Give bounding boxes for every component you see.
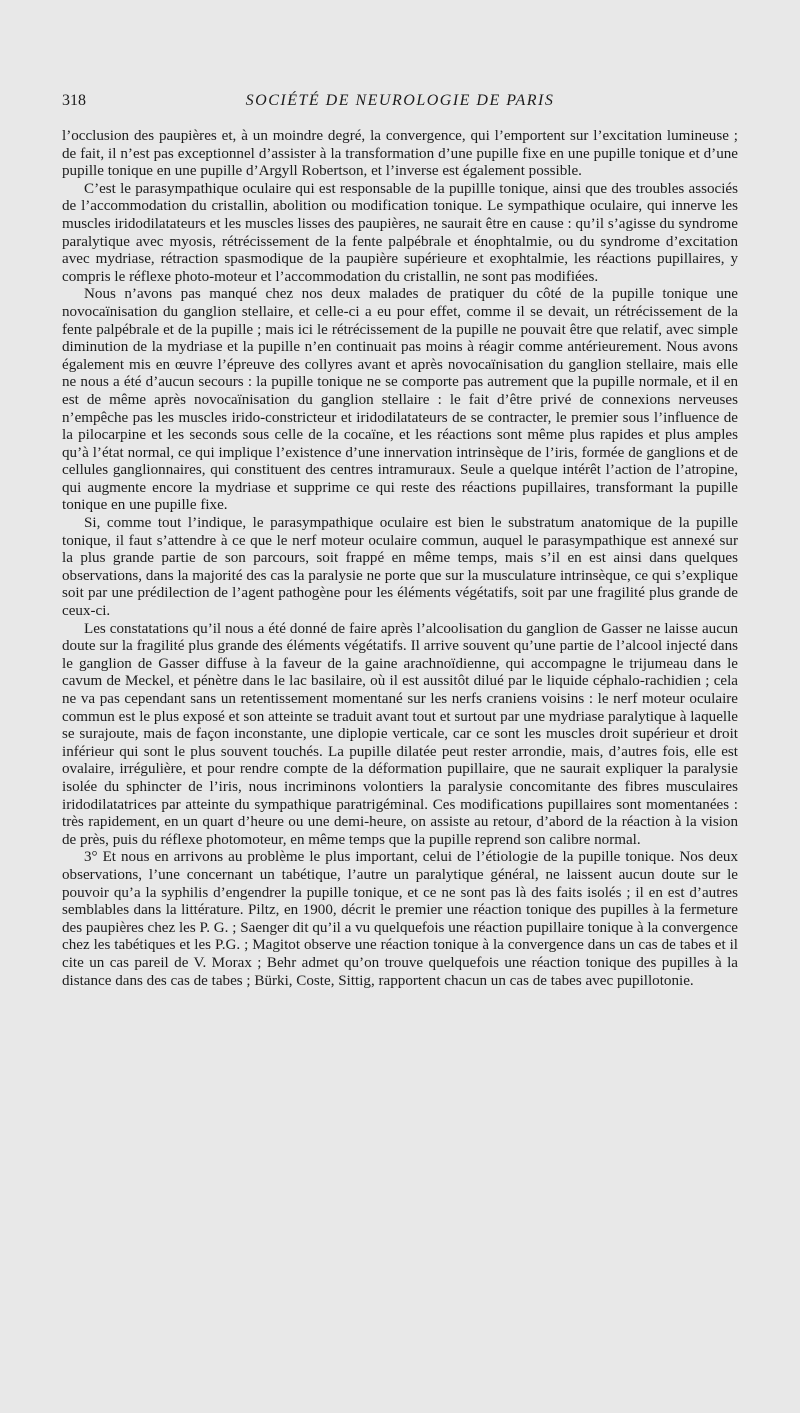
paragraph: C’est le parasympathique oculaire qui est responsable de la pupillle tonique, ainsi que des troubles associés de l’accommodation du cristallin, abolition ou modification tonique. Le sympathique oculaire, qui innerve les muscles iridodilatateurs et les muscles lisses des paupières, ne saurait être en cause : qu’il s’agisse du syndrome paralytique avec myosis, rétrécissement de la fente palpébrale et énophtalmie, ou du syndrome d’excitation avec mydriase, rétraction spasmodique de la paupière supérieure et exophtalmie, les réactions pupillaires, y compris le réflexe photo-moteur et l’accommodation du cristallin, ne sont pas modifiées. [62,180,738,285]
page-number: 318 [62,92,86,109]
paragraph: 3° Et nous en arrivons au problème le plus important, celui de l’étiologie de la pupille tonique. Nos deux observations, l’une concernant un tabétique, l’autre un paralytique général, ne laissent aucun doute sur le pouvoir qu’a la syphilis d’engendrer la pupille tonique, et ce ne sont pas là des faits isolés ; il en est d’autres semblables dans la littérature. Piltz, en 1900, décrit le premier une réaction tonique des pupilles à la fermeture des paupières chez les P. G. ; Saenger dit qu’il a vu quelquefois une réaction pupillaire tonique à la convergence chez les tabétiques et les P.G. ; Magitot observe une réaction tonique à la convergence dans un cas de tabes et il cite un cas pareil de V. Morax ; Behr admet qu’on trouve quelquefois une réaction tonique des pupilles à la distance dans des cas de tabes ; Bürki, Coste, Sittig, rapportent chacun un cas de tabes avec pupillotonie. [62,849,738,989]
paragraph: Les constatations qu’il nous a été donné de faire après l’alcoolisation du ganglion de Gasser ne laisse aucun doute sur la fragilité plus grande des éléments végétatifs. Il arrive souvent qu’une partie de l’alcool injecté dans le ganglion de Gasser diffuse à la faveur de la gaine arachnoïdienne, qui accompagne le trijumeau dans le cavum de Meckel, et pénètre dans le lac basilaire, où il est aussitôt dilué par le liquide céphalo-rachidien ; cela ne va pas cependant sans un retentissement momentané sur les nerfs craniens voisins : le nerf moteur oculaire commun est le plus exposé et son atteinte se traduit avant tout et surtout par une mydriase paralytique à laquelle se surajoute, mais de façon inconstante, une diplopie verticale, car ce sont les muscles droit supérieur et droit inférieur qui sont le plus souvent touchés. La pupille dilatée peut rester arrondie, mais, d’autres fois, elle est ovalaire, irrégulière, et pour rendre compte de la déformation pupillaire, que ne saurait expliquer la paralysie isolée du sphincter de l’iris, nous incriminons volontiers la paralysie concomitante des fibres musculaires iridodilatatrices par atteinte du sympathique paratrigéminal. Ces modifications pupillaires sont momentanées : très rapidement, en un quart d’heure ou une demi-heure, on assiste au retour, d’abord de la réaction à la vision de près, puis du réflexe photomoteur, en même temps que la pupille reprend son calibre normal. [62,620,738,848]
body-text [62,128,738,990]
paragraph: Nous n’avons pas manqué chez nos deux malades de pratiquer du côté de la pupille tonique une novocaïnisation du ganglion stellaire, et celle-ci a eu pour effet, comme il se devait, un rétrécissement de la fente palpébrale et de la pupille ; mais ici le rétrécissement de la pupille ne pouvait être que relatif, avec simple diminution de la mydriase et la pupille n’en continuait pas moins à réagir comme antérieurement. Nous avons également mis en œuvre l’épreuve des collyres avant et après novocaïnisation du ganglion stellaire, mais elle ne nous a été d’aucun secours : la pupille tonique ne se comporte pas autrement que la pupille normale, et il en est de même après novocaïnisation du ganglion stellaire : le fait d’être privé de connexions nerveuses n’empêche pas les muscles irido-constricteur et iridodilatateurs de se contracter, le premier sous l’influence de la pilocarpine et les seconds sous celle de la cocaïne, et les réactions sont même plus rapides et plus amples qu’à l’état normal, ce qui implique l’existence d’une innervation intrinsèque de l’iris, formée de ganglions et de cellules ganglionnaires, qui constituent des centres intramuraux. Seule a quelque intérêt l’action de l’atropine, qui augmente encore la mydriase et supprime ce qui reste des réactions pupillaires, transformant la pupille tonique en une pupille fixe. [62,286,738,514]
paragraph: l’occlusion des paupières et, à un moindre degré, la convergence, qui l’emportent sur l’excitation lumineuse ; de fait, il n’est pas exceptionnel d’assister à la transformation d’une pupille fixe en une pupille tonique et d’une pupille tonique en une pupille d’Argyll Robertson, et l’inverse est également possible. [62,128,738,180]
paragraph: Si, comme tout l’indique, le parasympathique oculaire est bien le substratum anatomique de la pupille tonique, il faut s’attendre à ce que le nerf moteur oculaire commun, auquel le parasympathique est annexé sur la plus grande partie de son parcours, soit frappé en même temps, mais s’il en est ainsi dans quelques observations, dans la majorité des cas la paralysie ne porte que sur la musculature intrinsèque, ce qui s’explique soit par une prédilection de l’agent pathogène pour les éléments végétatifs, soit par une fragilité plus grande de ceux-ci. [62,515,738,620]
running-title: SOCIÉTÉ DE NEUROLOGIE DE PARIS [245,92,555,109]
page-header [62,92,738,114]
